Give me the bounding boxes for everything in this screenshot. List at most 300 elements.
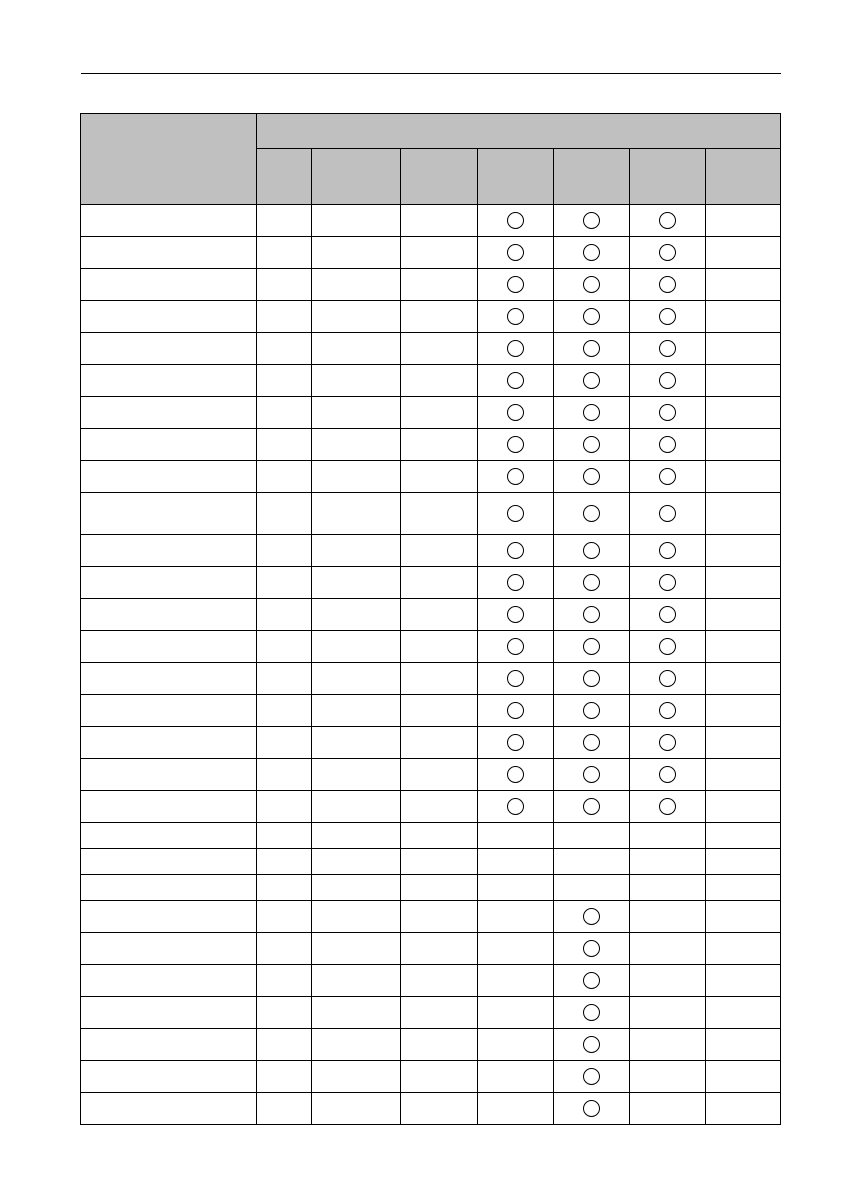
circle-mark-icon [583,436,600,453]
table-cell [554,791,630,823]
table-cell [630,631,706,663]
table-row [81,997,781,1029]
table-cell [554,965,630,997]
circle-mark-icon [659,542,676,559]
circle-mark-icon [659,372,676,389]
table-cell [257,1029,312,1061]
table-cell [257,875,312,901]
table-cell [554,461,630,493]
table-cell [706,397,781,429]
circle-mark-icon [659,574,676,591]
table-cell [401,1061,478,1093]
table-cell [312,663,401,695]
circle-mark-icon [583,574,600,591]
circle-mark-icon [507,702,524,719]
table-cell [257,535,312,567]
table-cell [706,1061,781,1093]
table-cell [401,823,478,849]
table-cell [554,493,630,535]
table-row [81,461,781,493]
circle-mark-icon [583,244,600,261]
table-cell [401,997,478,1029]
table-cell [706,365,781,397]
table-cell [257,791,312,823]
table-row [81,365,781,397]
table-cell [706,205,781,237]
table-cell [630,365,706,397]
table-cell [257,461,312,493]
table-cell [478,997,554,1029]
row-label [81,493,257,535]
table-cell [630,791,706,823]
circle-mark-icon [659,734,676,751]
table-row [81,237,781,269]
circle-mark-icon [507,542,524,559]
column-header [478,149,554,205]
table-cell [257,429,312,461]
table-cell [478,933,554,965]
table-cell [706,695,781,727]
circle-mark-icon [583,1036,600,1053]
table-cell [478,663,554,695]
table-cell [706,535,781,567]
row-label [81,237,257,269]
row-label [81,901,257,933]
table-cell [554,397,630,429]
circle-mark-icon [659,308,676,325]
table-row [81,631,781,663]
circle-mark-icon [583,1004,600,1021]
circle-mark-icon [583,606,600,623]
table-cell [312,301,401,333]
table-cell [630,901,706,933]
circle-mark-icon [583,372,600,389]
row-label [81,461,257,493]
table-cell [312,599,401,631]
row-label [81,397,257,429]
table-cell [257,269,312,301]
table-cell [401,567,478,599]
table-row [81,727,781,759]
circle-mark-icon [507,308,524,325]
table-cell [478,269,554,301]
table-cell [630,429,706,461]
column-header [554,149,630,205]
table-cell [312,727,401,759]
table-cell [706,933,781,965]
table-cell [401,759,478,791]
table-cell [257,301,312,333]
table-cell [401,333,478,365]
table-cell [706,333,781,365]
table-row [81,429,781,461]
table-cell [401,429,478,461]
table-cell [312,849,401,875]
row-label [81,933,257,965]
table-row [81,269,781,301]
circle-mark-icon [583,766,600,783]
circle-mark-icon [659,404,676,421]
table-cell [554,333,630,365]
circle-mark-icon [507,638,524,655]
table-row [81,599,781,631]
circle-mark-icon [507,340,524,357]
table-header-row [81,114,781,149]
table-cell [554,727,630,759]
table-cell [257,823,312,849]
circle-mark-icon [583,308,600,325]
table-row [81,1061,781,1093]
compatibility-table [80,113,781,1125]
column-header [706,149,781,205]
row-label [81,759,257,791]
circle-mark-icon [659,340,676,357]
table-cell [401,933,478,965]
table-cell [257,759,312,791]
table-cell [401,301,478,333]
table-cell [478,535,554,567]
table-row [81,493,781,535]
table-row [81,663,781,695]
table-cell [478,965,554,997]
table-cell [312,1029,401,1061]
row-label [81,791,257,823]
table-cell [401,849,478,875]
table-cell [312,759,401,791]
table-cell [630,269,706,301]
table-cell [706,901,781,933]
table-cell [554,695,630,727]
table-cell [554,301,630,333]
table-cell [706,599,781,631]
table-cell [478,429,554,461]
circle-mark-icon [659,212,676,229]
table-cell [257,933,312,965]
column-header [257,149,312,205]
table-row [81,823,781,849]
circle-mark-icon [583,276,600,293]
row-label [81,205,257,237]
table-cell [478,397,554,429]
table-cell [554,269,630,301]
column-header [401,149,478,205]
circle-mark-icon [507,606,524,623]
circle-mark-icon [583,1100,600,1117]
circle-mark-icon [659,702,676,719]
table-row [81,1093,781,1125]
circle-mark-icon [659,276,676,293]
circle-mark-icon [583,404,600,421]
row-label [81,849,257,875]
table-cell [312,901,401,933]
table-cell [554,1093,630,1125]
table-cell [401,1029,478,1061]
table-body [81,205,781,1125]
table-cell [312,823,401,849]
row-label [81,727,257,759]
circle-mark-icon [507,734,524,751]
row-label [81,875,257,901]
table-cell [706,875,781,901]
circle-mark-icon [583,734,600,751]
circle-mark-icon [659,468,676,485]
table-cell [312,269,401,301]
table-row [81,933,781,965]
circle-mark-icon [659,638,676,655]
table-cell [706,727,781,759]
table-cell [630,397,706,429]
table-cell [257,567,312,599]
table-cell [478,791,554,823]
circle-mark-icon [659,670,676,687]
table-cell [478,1029,554,1061]
row-label [81,997,257,1029]
table-cell [478,567,554,599]
table-cell [401,205,478,237]
table-cell [554,849,630,875]
table-cell [312,237,401,269]
table-cell [478,727,554,759]
row-label [81,333,257,365]
table-cell [554,759,630,791]
table-cell [257,493,312,535]
table-cell [401,269,478,301]
table-cell [312,429,401,461]
row-label [81,301,257,333]
table-cell [257,397,312,429]
table-cell [630,493,706,535]
table-cell [401,535,478,567]
table-cell [257,663,312,695]
circle-mark-icon [583,542,600,559]
table-cell [706,997,781,1029]
table-cell [401,965,478,997]
table-cell [630,461,706,493]
circle-mark-icon [507,212,524,229]
circle-mark-icon [583,972,600,989]
circle-mark-icon [659,766,676,783]
table-cell [257,727,312,759]
table-cell [478,901,554,933]
table-cell [401,727,478,759]
row-label [81,429,257,461]
table-cell [478,875,554,901]
table-cell [554,237,630,269]
table-cell [401,791,478,823]
table-cell [630,759,706,791]
table-cell [630,727,706,759]
table-row [81,1029,781,1061]
table-cell [312,567,401,599]
table-cell [312,1061,401,1093]
row-label [81,599,257,631]
row-label [81,695,257,727]
circle-mark-icon [583,798,600,815]
table-cell [478,823,554,849]
table-cell [554,205,630,237]
table-cell [478,493,554,535]
circle-mark-icon [583,468,600,485]
table-cell [401,631,478,663]
table-row [81,965,781,997]
circle-mark-icon [583,212,600,229]
table-cell [312,965,401,997]
circle-mark-icon [507,372,524,389]
circle-mark-icon [583,908,600,925]
table-row [81,205,781,237]
table-cell [312,875,401,901]
circle-mark-icon [583,702,600,719]
circle-mark-icon [583,940,600,957]
table-cell [312,461,401,493]
table-cell [257,333,312,365]
table-cell [630,663,706,695]
circle-mark-icon [583,505,600,522]
table-cell [257,1093,312,1125]
row-label [81,631,257,663]
table-cell [312,365,401,397]
table-cell [554,599,630,631]
table-row [81,567,781,599]
table-cell [478,301,554,333]
table-cell [630,1029,706,1061]
row-label [81,269,257,301]
table-cell [401,695,478,727]
table-cell [630,599,706,631]
row-label [81,567,257,599]
table-cell [312,791,401,823]
circle-mark-icon [507,436,524,453]
table-cell [630,535,706,567]
circle-mark-icon [507,505,524,522]
table-cell [630,695,706,727]
table-cell [630,567,706,599]
table-cell [312,205,401,237]
row-label [81,965,257,997]
table-cell [706,759,781,791]
circle-mark-icon [507,798,524,815]
table-row [81,791,781,823]
table-cell [706,849,781,875]
table-cell [401,875,478,901]
header-rule [81,73,781,74]
table-cell [630,1093,706,1125]
table-cell [478,695,554,727]
circle-mark-icon [507,276,524,293]
table-cell [478,237,554,269]
circle-mark-icon [507,766,524,783]
table-cell [706,663,781,695]
table-row [81,333,781,365]
table-cell [706,269,781,301]
table-cell [257,965,312,997]
table-cell [478,1093,554,1125]
circle-mark-icon [659,505,676,522]
table-cell [401,901,478,933]
circle-mark-icon [659,244,676,261]
table-cell [257,205,312,237]
circle-mark-icon [659,436,676,453]
table-cell [478,631,554,663]
table-cell [630,933,706,965]
table-cell [312,695,401,727]
table-row [81,901,781,933]
table-cell [706,567,781,599]
table-cell [706,461,781,493]
table-cell [630,875,706,901]
row-header-cell [81,114,257,205]
table-cell [706,1029,781,1061]
circle-mark-icon [583,1068,600,1085]
table-row [81,759,781,791]
table-cell [630,333,706,365]
table-cell [257,599,312,631]
table-cell [706,631,781,663]
table-cell [630,301,706,333]
table-cell [706,965,781,997]
table-cell [554,875,630,901]
table-cell [401,1093,478,1125]
table-cell [312,493,401,535]
table-cell [706,301,781,333]
table-cell [630,1061,706,1093]
table-cell [554,997,630,1029]
table-cell [401,663,478,695]
table-cell [478,333,554,365]
table-cell [554,663,630,695]
table-cell [478,365,554,397]
table-cell [554,365,630,397]
table-cell [706,823,781,849]
table-cell [257,695,312,727]
group-header-cell [257,114,781,149]
table-cell [401,237,478,269]
table-cell [554,535,630,567]
circle-mark-icon [659,606,676,623]
circle-mark-icon [507,574,524,591]
table-cell [257,901,312,933]
row-label [81,823,257,849]
table-cell [706,493,781,535]
circle-mark-icon [507,244,524,261]
table-cell [706,237,781,269]
table-cell [630,237,706,269]
table-cell [630,849,706,875]
row-label [81,365,257,397]
table-cell [312,631,401,663]
table-cell [554,567,630,599]
table-cell [257,1061,312,1093]
circle-mark-icon [583,670,600,687]
table-row [81,535,781,567]
table-cell [257,365,312,397]
table-cell [554,901,630,933]
table-cell [478,599,554,631]
table-cell [554,1061,630,1093]
table-cell [554,1029,630,1061]
table-row [81,301,781,333]
table-cell [554,429,630,461]
table-cell [706,429,781,461]
table-cell [630,823,706,849]
table-cell [312,1093,401,1125]
table-row [81,849,781,875]
table-row [81,695,781,727]
circle-mark-icon [507,468,524,485]
table-cell [478,1061,554,1093]
row-label [81,1093,257,1125]
column-header [312,149,401,205]
